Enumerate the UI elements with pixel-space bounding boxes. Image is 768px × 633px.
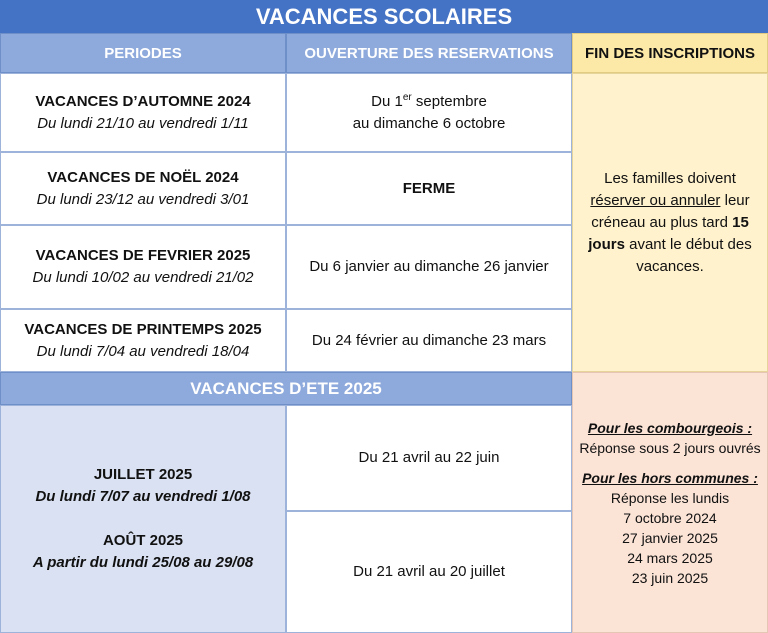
fin-text-bold: 15 jours [588, 213, 749, 253]
open-text: FERME [402, 179, 456, 197]
juillet-open-cell [286, 405, 572, 511]
period-dates: Du lundi 21/10 au vendredi 1/11 [37, 114, 249, 132]
hors-text: Réponse les lundis [610, 489, 730, 506]
aout-name: AOÛT 2025 [102, 532, 184, 549]
header-fin [572, 33, 768, 73]
ete-periods-cell [0, 405, 286, 633]
hors-date: 27 janvier 2025 [622, 529, 718, 546]
row-fevrier-open [286, 225, 572, 309]
combourgeois-text: Réponse sous 2 jours ouvrés [579, 439, 761, 456]
row-fevrier-period [0, 225, 286, 309]
fin-text-part3: leur créneau au plus tard [591, 191, 750, 231]
title-text: VACANCES SCOLAIRES [255, 3, 513, 29]
fin-text-part5: avant le début des vacances. [624, 235, 752, 275]
fin-text [579, 168, 761, 278]
hors-date: 7 octobre 2024 [623, 509, 717, 526]
header-ouverture-label: OUVERTURE DES RESERVATIONS [304, 44, 554, 62]
open-line-1-sup: er [402, 91, 412, 103]
fin-text-part1: Les familles doivent [604, 169, 736, 187]
period-name: VACANCES DE PRINTEMPS 2025 [24, 320, 262, 338]
row-printemps-period [0, 309, 286, 372]
ete-fin-cell [572, 372, 768, 633]
period-dates: Du lundi 23/12 au vendredi 3/01 [36, 190, 250, 208]
open-line-2: au dimanche 6 octobre [352, 114, 506, 132]
open-text: Du 24 février au dimanche 23 mars [311, 331, 547, 349]
combourgeois-label: Pour les combourgeois : [587, 419, 753, 436]
period-dates: Du lundi 7/04 au vendredi 18/04 [36, 342, 250, 360]
open-text: Du 6 janvier au dimanche 26 janvier [309, 258, 549, 275]
period-name: VACANCES DE FEVRIER 2025 [35, 247, 251, 264]
page-title [0, 0, 768, 33]
header-periodes [0, 33, 286, 73]
header-ouverture [286, 33, 572, 73]
row-automne-period [0, 73, 286, 152]
hors-date: 23 juin 2025 [631, 569, 709, 586]
row-noel-period [0, 152, 286, 225]
juillet-dates: Du lundi 7/07 au vendredi 1/08 [35, 488, 251, 505]
aout-dates: A partir du lundi 25/08 au 29/08 [32, 554, 254, 571]
open-line-1-pre: Du 1 [371, 92, 403, 110]
aout-open-cell [286, 511, 572, 633]
fin-text-underlined: réserver ou annuler [590, 191, 721, 209]
hors-label: Pour les hors communes : [582, 469, 758, 486]
header-fin-label: FIN DES INSCRIPTIONS [584, 44, 756, 62]
open-line-1-post: septembre [411, 92, 487, 110]
open-line-1 [371, 91, 487, 113]
period-name: VACANCES DE NOËL 2024 [47, 168, 239, 186]
period-name: VACANCES D’AUTOMNE 2024 [35, 92, 251, 110]
juillet-name: JUILLET 2025 [93, 466, 193, 483]
ete-header [0, 372, 572, 405]
hors-date: 24 mars 2025 [627, 549, 713, 566]
row-automne-open [286, 73, 572, 152]
aout-open: Du 21 avril au 20 juillet [353, 563, 505, 580]
row-noel-open [286, 152, 572, 225]
juillet-open: Du 21 avril au 22 juin [358, 449, 500, 466]
ete-title: VACANCES D’ETE 2025 [190, 378, 382, 398]
header-periodes-label: PERIODES [104, 44, 182, 62]
row-printemps-open [286, 309, 572, 372]
fin-inscriptions-cell [572, 73, 768, 372]
period-dates: Du lundi 10/02 au vendredi 21/02 [32, 269, 254, 286]
